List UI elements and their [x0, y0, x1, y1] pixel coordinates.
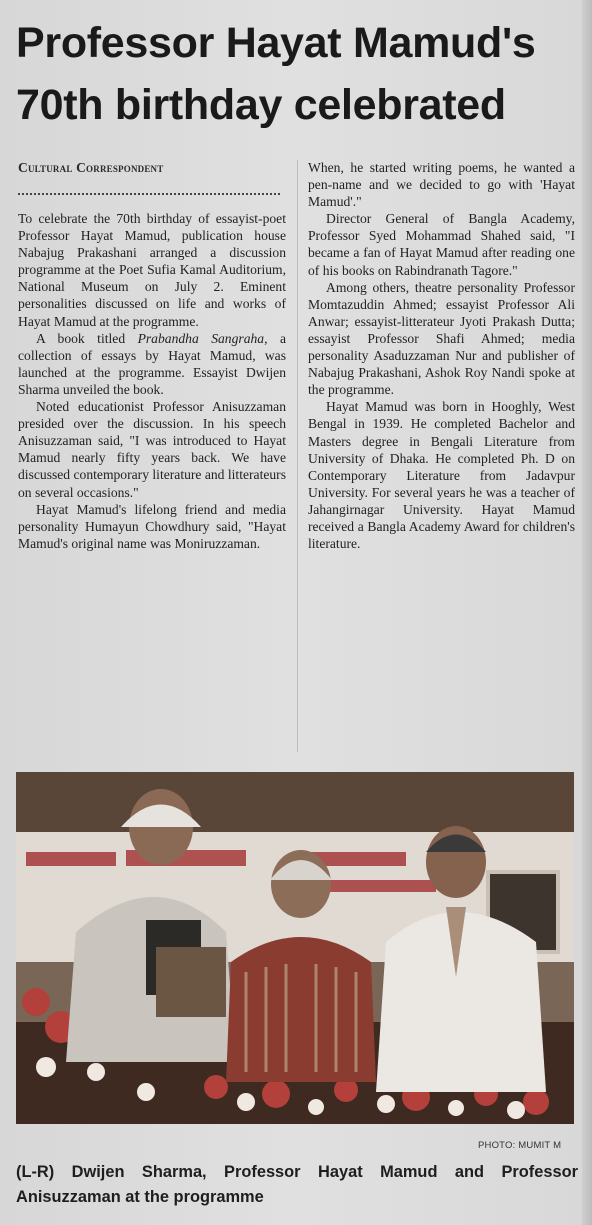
photo-credit: PHOTO: MUMIT M: [478, 1140, 562, 1151]
paragraph: Hayat Mamud was born in Hooghly, West Bengal in 1939. He completed Bachelor and Masters degree in Bengali Literature from University of Dhaka. He completed Ph. D on Contemporary Literature from Jadavpur University. For several years he was a teacher of Jahangirnagar University. Hayat Mamud received a Bangla Academy Award for children's literature.: [308, 399, 575, 552]
headline-line-2: 70th birthday celebrated: [16, 81, 506, 129]
photo-caption: (L-R) Dwijen Sharma, Professor Hayat Mamud and Professor Anisuzzaman at the programme: [16, 1163, 578, 1206]
article-column-1: [18, 210, 286, 552]
article-column-2: [308, 159, 575, 552]
paragraph: Director General of Bangla Academy, Professor Syed Mohammad Shahed said, "I became a fan of Hayat Mamud after reading one of his books on Rabindranath Tagore.": [308, 211, 575, 278]
paragraph: When, he started writing poems, he wanted a pen-name and we decided to go with 'Hayat Mamud'.": [308, 160, 575, 210]
paragraph: [18, 330, 286, 398]
event-photo: [16, 772, 574, 1124]
byline-dotted-rule: [18, 193, 280, 197]
book-title: Prabandha Sangraha: [137, 330, 265, 346]
paragraph: Among others, theatre personality Professor Momtazuddin Ahmed; essayist Professor Ali Anwar; essayist-litterateur Jyoti Prakash Dutta; essayist Professor Shafi Ahmed; media personality Asaduzzaman Nur and publisher of Nabajug Prakashani, Ashok Roy Nandi spoke at the programme.: [308, 279, 575, 398]
text-run: , a collection of essays by Hayat Mamud, was launched at the programme. Essayist Dwijen Sharma unveiled the book.: [18, 330, 286, 397]
headline: [16, 12, 582, 136]
headline-line-1: Professor Hayat Mamud's: [16, 19, 536, 67]
paragraph: Hayat Mamud's lifelong friend and media personality Humayun Chowdhury said, "Hayat Mamud's original name was Moniruzzaman.: [18, 501, 286, 551]
paragraph: To celebrate the 70th birthday of essayist-poet Professor Hayat Mamud, publication house Nabajug Prakashani arranged a discussion programme at the Poet Sufia Kamal Auditorium, National Museum on July 2. Eminent personalities discussed on life and works of Hayat Mamud at the programme.: [18, 211, 286, 329]
byline: Cultural Correspondent: [18, 160, 164, 175]
text-run: A book titled: [36, 330, 138, 346]
paragraph: Noted educationist Professor Anisuzzaman presided over the discussion. In his speech Anisuzzaman said, "I was introduced to Hayat Mamud nearly fifty years back. We have discussed contemporary literature and litterateurs on several occasions.": [18, 399, 286, 500]
photo-illustration: [16, 772, 574, 1124]
column-divider: [297, 160, 298, 752]
page-edge: [582, 0, 592, 1225]
